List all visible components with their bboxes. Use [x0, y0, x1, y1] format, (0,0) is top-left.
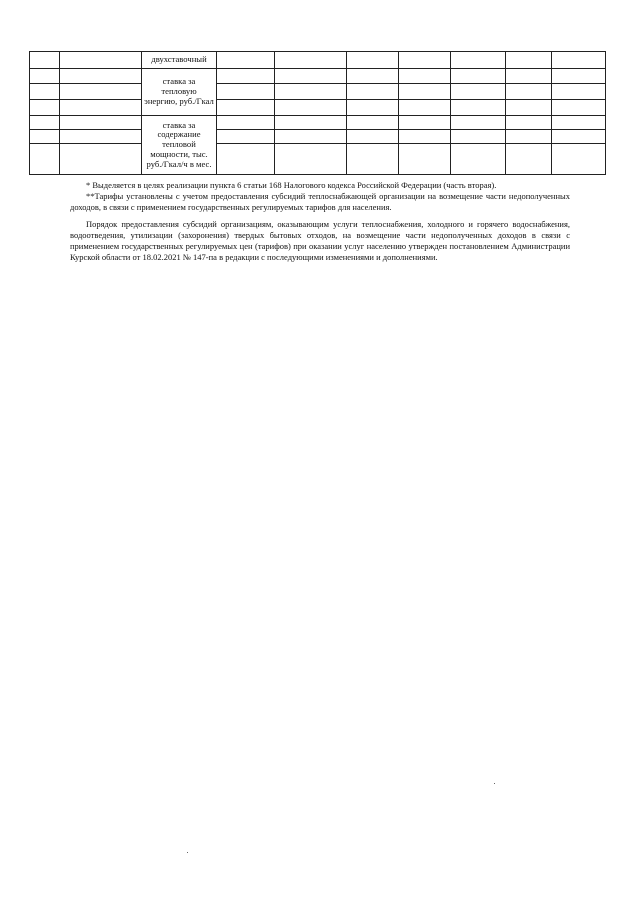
- double-rate-label: двухставочный: [142, 52, 217, 69]
- table-row: [30, 116, 606, 130]
- table-row: [30, 130, 606, 144]
- subsidy-procedure-paragraph: Порядок предоставления субсидий организациям, оказывающим услуги теплоснабжения, холодного и горячего водоснабжения, водоотведения, утилизации (захоронения) твердых бытовых отходов, на возмещение части недополученных доходов в связи с применением государственных регулируемых цен (тарифов) при оказании услуг населению утвержден постановлением Администрации Курской области от 18.02.2021 № 147-па в редакции с последующими изменениями и дополнениями.: [70, 219, 570, 263]
- table-row: [30, 144, 606, 175]
- scan-speck: [187, 852, 188, 853]
- table-row: [30, 100, 606, 116]
- table-row: [30, 52, 606, 69]
- capacity-rate-label: ставка за содержание тепловой мощности, тыс. руб./Гкал/ч в мес.: [142, 116, 217, 175]
- energy-rate-label: ставка за тепловую энергию, руб./Гкал: [142, 69, 217, 116]
- table-row: [30, 69, 606, 84]
- footnote-vat: * Выделяется в целях реализации пункта 6 статьи 168 Налогового кодекса Российской Федерации (часть вторая).: [86, 180, 497, 190]
- table-row: [30, 84, 606, 100]
- footnote-subsidy: **Тарифы установлены с учетом предоставления субсидий теплоснабжающей организации на возмещение части недополученных доходов, в связи с применением государственных регулируемых тарифов для населения.: [70, 191, 570, 213]
- scan-speck: [494, 783, 495, 784]
- tariff-table: [29, 51, 606, 175]
- footnotes: [70, 180, 570, 263]
